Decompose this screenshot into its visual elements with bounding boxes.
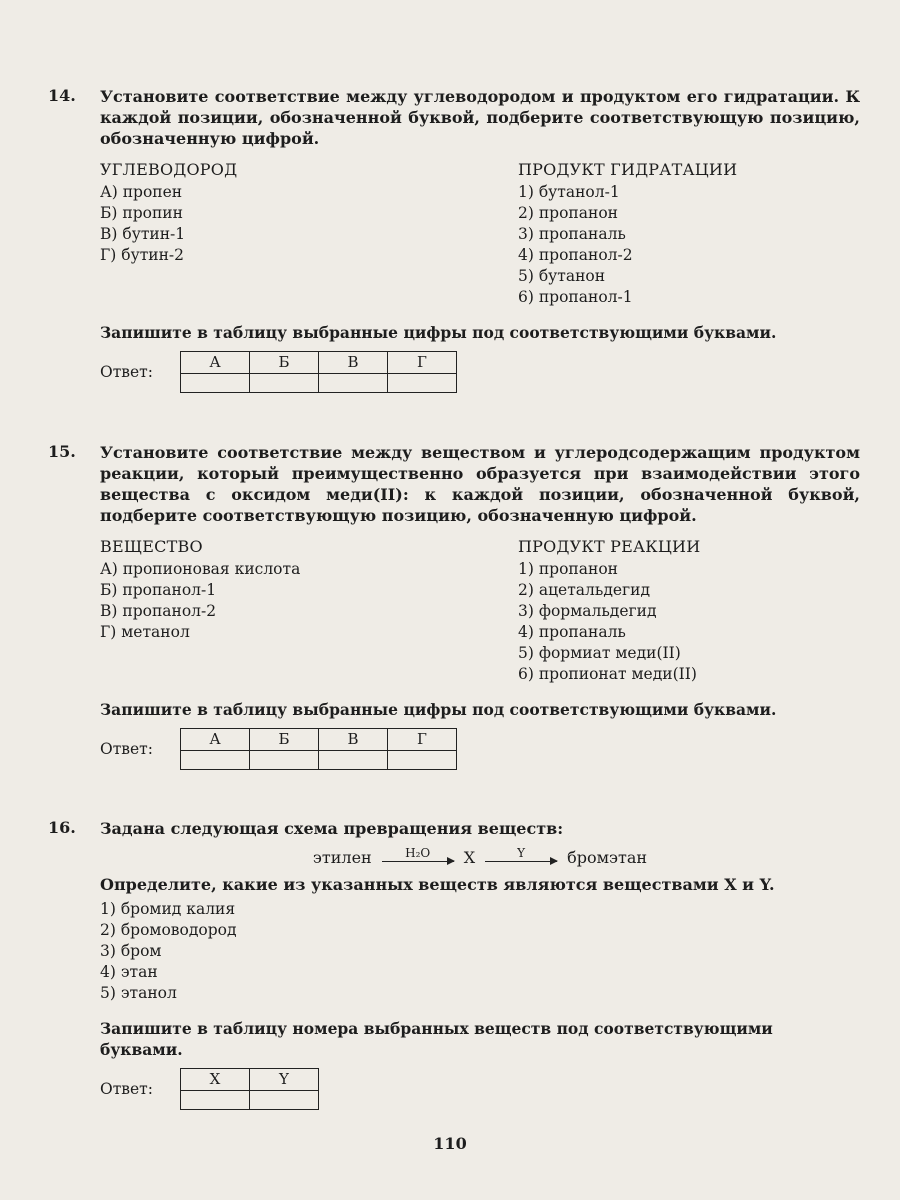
list-item: 2) пропанон <box>518 204 618 222</box>
answer-header-cell: В <box>319 352 388 374</box>
answer-cell[interactable] <box>388 751 457 770</box>
arrow-label: Y <box>517 846 526 860</box>
substance-column <box>100 536 518 685</box>
answer-table <box>180 351 457 393</box>
answer-label: Ответ: <box>100 362 153 381</box>
task-number: 16. <box>48 818 76 837</box>
answer-header-cell: Y <box>250 1069 319 1091</box>
task-number: 14. <box>48 86 76 105</box>
column-header: УГЛЕВОДОРОД <box>100 160 238 179</box>
list-item: В) пропанол-2 <box>100 602 217 620</box>
answer-header-cell: Г <box>388 729 457 751</box>
reaction-scheme <box>100 847 860 868</box>
task-number: 15. <box>48 442 76 461</box>
answer-cell[interactable] <box>181 374 250 393</box>
task-14 <box>48 86 860 393</box>
column-header: ПРОДУКТ РЕАКЦИИ <box>518 537 701 556</box>
list-item: 2) бромоводород <box>100 921 237 940</box>
task-prompt: Установите соответствие между углеводородом и продуктом его гидратации. К каждой позиции, обозначенной буквой, подберите соответствующую позицию, обозначенную цифрой. <box>100 87 860 148</box>
arrow-right-icon <box>382 861 454 862</box>
task-instruction: Запишите в таблицу выбранные цифры под соответствующими буквами. <box>100 700 777 719</box>
answer-row <box>100 351 860 393</box>
scheme-middle: X <box>463 848 476 868</box>
list-item: В) бутин-1 <box>100 225 186 243</box>
list-item: А) пропионовая кислота <box>100 560 301 578</box>
list-item: Б) пропанол-1 <box>100 581 217 599</box>
list-item: А) пропен <box>100 183 183 201</box>
list-item: 1) пропанон <box>518 560 618 578</box>
answer-cell[interactable] <box>388 374 457 393</box>
answer-cell[interactable] <box>250 1091 319 1110</box>
list-item: 6) пропионат меди(II) <box>518 665 697 683</box>
hydrocarbon-column <box>100 159 518 308</box>
product-column <box>518 159 860 308</box>
answer-header-cell: В <box>319 729 388 751</box>
reaction-arrow <box>485 847 557 868</box>
list-item: 4) пропаналь <box>518 623 626 641</box>
task-16 <box>48 818 860 1110</box>
list-item: 2) ацетальдегид <box>518 581 651 599</box>
answer-row <box>100 1068 860 1110</box>
reaction-product-column <box>518 536 860 685</box>
options-list <box>100 899 860 1004</box>
list-item: 3) формальдегид <box>518 602 657 620</box>
list-item: 5) этанол <box>100 984 177 1003</box>
list-item: Г) метанол <box>100 623 190 641</box>
list-item: 3) пропаналь <box>518 225 626 243</box>
answer-cell[interactable] <box>319 751 388 770</box>
task-prompt: Установите соответствие между веществом и углеродсодержащим продуктом реакции, который преимущественно образуется при взаимодействии этого вещества с оксидом меди(II): к каждой позиции, обозначенной буквой, подберите соответствующую позицию, обозначенную цифрой. <box>100 443 860 525</box>
reaction-arrow <box>382 847 454 868</box>
list-item: 3) бром <box>100 942 162 961</box>
list-item: 5) бутанон <box>518 267 606 285</box>
task-instruction: Запишите в таблицу номера выбранных веществ под соответствующими буквами. <box>100 1019 773 1060</box>
answer-header-cell: А <box>181 729 250 751</box>
answer-header-cell: Б <box>250 352 319 374</box>
task-15 <box>48 442 860 770</box>
answer-label: Ответ: <box>100 739 153 758</box>
list-item: 6) пропанол-1 <box>518 288 633 306</box>
list-item: Г) бутин-2 <box>100 246 185 264</box>
answer-header-cell: Б <box>250 729 319 751</box>
list-item: 4) пропанол-2 <box>518 246 633 264</box>
task-prompt: Задана следующая схема превращения веществ: <box>100 819 564 838</box>
list-item: 1) бутанол-1 <box>518 183 620 201</box>
column-header: ВЕЩЕСТВО <box>100 537 203 556</box>
arrow-right-icon <box>485 861 557 862</box>
column-header: ПРОДУКТ ГИДРАТАЦИИ <box>518 160 738 179</box>
list-item: 4) этан <box>100 963 158 982</box>
scheme-end: бромэтан <box>567 848 648 868</box>
answer-cell[interactable] <box>319 374 388 393</box>
answer-cell[interactable] <box>250 751 319 770</box>
list-item: 5) формиат меди(II) <box>518 644 681 662</box>
answer-label: Ответ: <box>100 1079 153 1098</box>
task-question: Определите, какие из указанных веществ являются веществами X и Y. <box>100 875 775 895</box>
task-instruction: Запишите в таблицу выбранные цифры под соответствующими буквами. <box>100 323 777 342</box>
answer-header-cell: А <box>181 352 250 374</box>
page-number: 110 <box>433 1134 467 1153</box>
answer-cell[interactable] <box>181 1091 250 1110</box>
answer-row <box>100 728 860 770</box>
answer-cell[interactable] <box>181 751 250 770</box>
answer-table <box>180 1068 319 1110</box>
scheme-start: этилен <box>312 848 372 868</box>
answer-cell[interactable] <box>250 374 319 393</box>
arrow-label: H₂O <box>405 846 431 860</box>
list-item: Б) пропин <box>100 204 183 222</box>
answer-header-cell: Г <box>388 352 457 374</box>
list-item: 1) бромид калия <box>100 900 236 919</box>
answer-table <box>180 728 457 770</box>
answer-header-cell: X <box>181 1069 250 1091</box>
